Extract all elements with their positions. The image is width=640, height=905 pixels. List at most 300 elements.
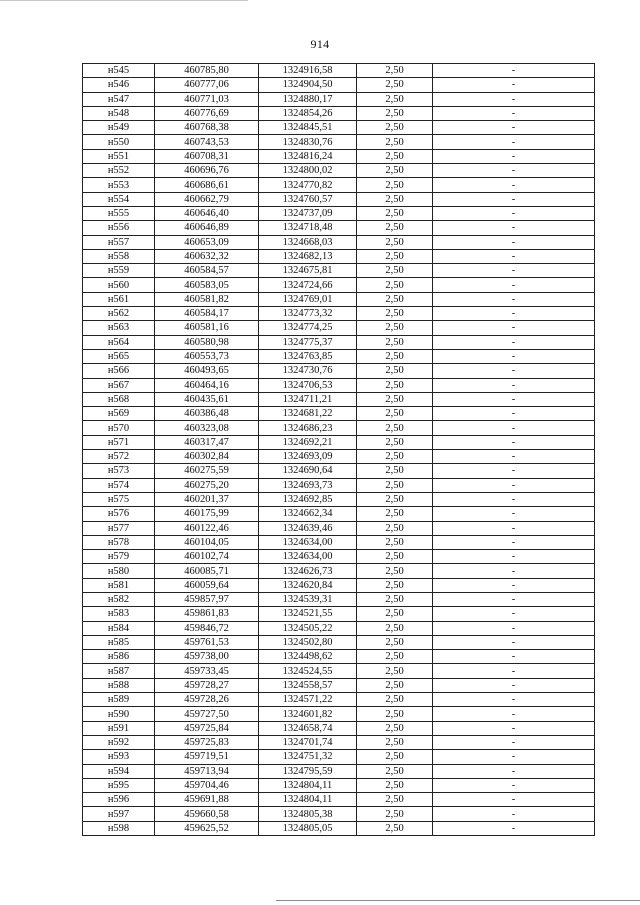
accuracy-cell: 2,50: [357, 492, 433, 506]
description-cell: -: [433, 635, 595, 649]
point-id-cell: н545: [83, 64, 155, 78]
table-row: [83, 464, 595, 478]
x-coordinate-cell: 459713,94: [155, 764, 259, 778]
table-row: [83, 693, 595, 707]
x-coordinate-cell: 459728,26: [155, 693, 259, 707]
accuracy-cell: 2,50: [357, 278, 433, 292]
x-coordinate-cell: 459857,97: [155, 592, 259, 606]
accuracy-cell: 2,50: [357, 64, 433, 78]
description-cell: -: [433, 807, 595, 821]
accuracy-cell: 2,50: [357, 307, 433, 321]
table-row: [83, 178, 595, 192]
x-coordinate-cell: 460201,37: [155, 492, 259, 506]
y-coordinate-cell: 1324769,01: [259, 292, 357, 306]
y-coordinate-cell: 1324686,23: [259, 421, 357, 435]
y-coordinate-cell: 1324800,02: [259, 164, 357, 178]
accuracy-cell: 2,50: [357, 550, 433, 564]
accuracy-cell: 2,50: [357, 92, 433, 106]
x-coordinate-cell: 460104,05: [155, 535, 259, 549]
table-row: [83, 564, 595, 578]
point-id-cell: н566: [83, 364, 155, 378]
table-row: [83, 507, 595, 521]
y-coordinate-cell: 1324880,17: [259, 92, 357, 106]
y-coordinate-cell: 1324805,38: [259, 807, 357, 821]
point-id-cell: н552: [83, 164, 155, 178]
point-id-cell: н557: [83, 235, 155, 249]
point-id-cell: н561: [83, 292, 155, 306]
accuracy-cell: 2,50: [357, 221, 433, 235]
point-id-cell: н579: [83, 550, 155, 564]
x-coordinate-cell: 460771,03: [155, 92, 259, 106]
point-id-cell: н576: [83, 507, 155, 521]
y-coordinate-cell: 1324804,11: [259, 793, 357, 807]
table-row: [83, 650, 595, 664]
accuracy-cell: 2,50: [357, 450, 433, 464]
y-coordinate-cell: 1324816,24: [259, 149, 357, 163]
y-coordinate-cell: 1324773,32: [259, 307, 357, 321]
x-coordinate-cell: 460059,64: [155, 578, 259, 592]
accuracy-cell: 2,50: [357, 592, 433, 606]
point-id-cell: н565: [83, 349, 155, 363]
description-cell: -: [433, 521, 595, 535]
y-coordinate-cell: 1324693,73: [259, 478, 357, 492]
y-coordinate-cell: 1324904,50: [259, 78, 357, 92]
table-row: [83, 106, 595, 120]
accuracy-cell: 2,50: [357, 106, 433, 120]
x-coordinate-cell: 460580,98: [155, 335, 259, 349]
point-id-cell: н590: [83, 707, 155, 721]
accuracy-cell: 2,50: [357, 321, 433, 335]
y-coordinate-cell: 1324521,55: [259, 607, 357, 621]
point-id-cell: н571: [83, 435, 155, 449]
y-coordinate-cell: 1324774,25: [259, 321, 357, 335]
description-cell: -: [433, 64, 595, 78]
description-cell: -: [433, 92, 595, 106]
table-row: [83, 721, 595, 735]
point-id-cell: н596: [83, 793, 155, 807]
description-cell: -: [433, 735, 595, 749]
y-coordinate-cell: 1324675,81: [259, 264, 357, 278]
x-coordinate-cell: 460464,16: [155, 378, 259, 392]
description-cell: -: [433, 278, 595, 292]
x-coordinate-cell: 460662,79: [155, 192, 259, 206]
accuracy-cell: 2,50: [357, 178, 433, 192]
y-coordinate-cell: 1324658,74: [259, 721, 357, 735]
description-cell: -: [433, 478, 595, 492]
x-coordinate-cell: 460102,74: [155, 550, 259, 564]
table-row: [83, 407, 595, 421]
y-coordinate-cell: 1324724,66: [259, 278, 357, 292]
point-id-cell: н563: [83, 321, 155, 335]
table-row: [83, 421, 595, 435]
description-cell: -: [433, 349, 595, 363]
y-coordinate-cell: 1324662,34: [259, 507, 357, 521]
page-number: 914: [310, 37, 330, 51]
point-id-cell: н591: [83, 721, 155, 735]
point-id-cell: н578: [83, 535, 155, 549]
description-cell: -: [433, 664, 595, 678]
table-row: [83, 521, 595, 535]
description-cell: -: [433, 492, 595, 506]
accuracy-cell: 2,50: [357, 507, 433, 521]
description-cell: -: [433, 721, 595, 735]
point-id-cell: н547: [83, 92, 155, 106]
table-row: [83, 707, 595, 721]
table-row: [83, 307, 595, 321]
x-coordinate-cell: 460317,47: [155, 435, 259, 449]
x-coordinate-cell: 459625,52: [155, 821, 259, 835]
y-coordinate-cell: 1324770,82: [259, 178, 357, 192]
table-row: [83, 807, 595, 821]
table-row: [83, 793, 595, 807]
table-row: [83, 292, 595, 306]
table-row: [83, 264, 595, 278]
point-id-cell: н555: [83, 206, 155, 220]
accuracy-cell: 2,50: [357, 793, 433, 807]
description-cell: -: [433, 421, 595, 435]
description-cell: -: [433, 778, 595, 792]
point-id-cell: н583: [83, 607, 155, 621]
accuracy-cell: 2,50: [357, 735, 433, 749]
accuracy-cell: 2,50: [357, 664, 433, 678]
y-coordinate-cell: 1324681,22: [259, 407, 357, 421]
accuracy-cell: 2,50: [357, 249, 433, 263]
description-cell: -: [433, 564, 595, 578]
description-cell: -: [433, 264, 595, 278]
x-coordinate-cell: 459861,83: [155, 607, 259, 621]
point-id-cell: н597: [83, 807, 155, 821]
description-cell: -: [433, 693, 595, 707]
accuracy-cell: 2,50: [357, 421, 433, 435]
accuracy-cell: 2,50: [357, 192, 433, 206]
y-coordinate-cell: 1324854,26: [259, 106, 357, 120]
point-id-cell: н553: [83, 178, 155, 192]
accuracy-cell: 2,50: [357, 621, 433, 635]
x-coordinate-cell: 460275,20: [155, 478, 259, 492]
table-row: [83, 578, 595, 592]
point-id-cell: н559: [83, 264, 155, 278]
description-cell: -: [433, 292, 595, 306]
x-coordinate-cell: 460777,06: [155, 78, 259, 92]
point-id-cell: н554: [83, 192, 155, 206]
point-id-cell: н572: [83, 450, 155, 464]
description-cell: -: [433, 592, 595, 606]
point-id-cell: н564: [83, 335, 155, 349]
table-row: [83, 621, 595, 635]
point-id-cell: н577: [83, 521, 155, 535]
y-coordinate-cell: 1324760,57: [259, 192, 357, 206]
y-coordinate-cell: 1324571,22: [259, 693, 357, 707]
description-cell: -: [433, 764, 595, 778]
description-cell: -: [433, 364, 595, 378]
table-row: [83, 478, 595, 492]
description-cell: -: [433, 321, 595, 335]
point-id-cell: н589: [83, 693, 155, 707]
x-coordinate-cell: 460553,73: [155, 349, 259, 363]
description-cell: -: [433, 335, 595, 349]
y-coordinate-cell: 1324916,58: [259, 64, 357, 78]
table-row: [83, 164, 595, 178]
x-coordinate-cell: 459733,45: [155, 664, 259, 678]
x-coordinate-cell: 460302,84: [155, 450, 259, 464]
description-cell: -: [433, 407, 595, 421]
point-id-cell: н551: [83, 149, 155, 163]
x-coordinate-cell: 460493,65: [155, 364, 259, 378]
x-coordinate-cell: 459725,83: [155, 735, 259, 749]
point-id-cell: н570: [83, 421, 155, 435]
table-row: [83, 349, 595, 363]
description-cell: -: [433, 135, 595, 149]
y-coordinate-cell: 1324505,22: [259, 621, 357, 635]
x-coordinate-cell: 459660,58: [155, 807, 259, 821]
description-cell: -: [433, 707, 595, 721]
accuracy-cell: 2,50: [357, 764, 433, 778]
description-cell: -: [433, 307, 595, 321]
x-coordinate-cell: 460122,46: [155, 521, 259, 535]
y-coordinate-cell: 1324601,82: [259, 707, 357, 721]
table-row: [83, 392, 595, 406]
point-id-cell: н582: [83, 592, 155, 606]
table-row: [83, 664, 595, 678]
table-row: [83, 121, 595, 135]
table-row: [83, 321, 595, 335]
table-row: [83, 192, 595, 206]
y-coordinate-cell: 1324805,05: [259, 821, 357, 835]
y-coordinate-cell: 1324558,57: [259, 678, 357, 692]
scan-edge-line-bottom: [276, 900, 640, 901]
table-row: [83, 750, 595, 764]
y-coordinate-cell: 1324682,13: [259, 249, 357, 263]
table-row: [83, 249, 595, 263]
point-id-cell: н550: [83, 135, 155, 149]
point-id-cell: н595: [83, 778, 155, 792]
description-cell: -: [433, 78, 595, 92]
x-coordinate-cell: 460646,40: [155, 206, 259, 220]
x-coordinate-cell: 459704,46: [155, 778, 259, 792]
x-coordinate-cell: 460175,99: [155, 507, 259, 521]
x-coordinate-cell: 460776,69: [155, 106, 259, 120]
y-coordinate-cell: 1324718,48: [259, 221, 357, 235]
accuracy-cell: 2,50: [357, 564, 433, 578]
table-row: [83, 378, 595, 392]
table-row: [83, 135, 595, 149]
y-coordinate-cell: 1324668,03: [259, 235, 357, 249]
description-cell: -: [433, 793, 595, 807]
y-coordinate-cell: 1324639,46: [259, 521, 357, 535]
point-id-cell: н546: [83, 78, 155, 92]
point-id-cell: н588: [83, 678, 155, 692]
point-id-cell: н573: [83, 464, 155, 478]
description-cell: -: [433, 121, 595, 135]
description-cell: -: [433, 192, 595, 206]
x-coordinate-cell: 460435,61: [155, 392, 259, 406]
accuracy-cell: 2,50: [357, 464, 433, 478]
x-coordinate-cell: 460708,31: [155, 149, 259, 163]
y-coordinate-cell: 1324804,11: [259, 778, 357, 792]
x-coordinate-cell: 460653,09: [155, 235, 259, 249]
accuracy-cell: 2,50: [357, 392, 433, 406]
table-row: [83, 235, 595, 249]
y-coordinate-cell: 1324502,80: [259, 635, 357, 649]
y-coordinate-cell: 1324498,62: [259, 650, 357, 664]
point-id-cell: н598: [83, 821, 155, 835]
description-cell: -: [433, 178, 595, 192]
accuracy-cell: 2,50: [357, 578, 433, 592]
point-id-cell: н574: [83, 478, 155, 492]
table-row: [83, 635, 595, 649]
x-coordinate-cell: 460584,57: [155, 264, 259, 278]
point-id-cell: н558: [83, 249, 155, 263]
accuracy-cell: 2,50: [357, 721, 433, 735]
y-coordinate-cell: 1324539,31: [259, 592, 357, 606]
accuracy-cell: 2,50: [357, 164, 433, 178]
table-row: [83, 64, 595, 78]
point-id-cell: н568: [83, 392, 155, 406]
x-coordinate-cell: 460085,71: [155, 564, 259, 578]
accuracy-cell: 2,50: [357, 206, 433, 220]
y-coordinate-cell: 1324830,76: [259, 135, 357, 149]
scan-edge-line-top: [0, 0, 248, 1]
x-coordinate-cell: 460323,08: [155, 421, 259, 435]
table-row: [83, 278, 595, 292]
accuracy-cell: 2,50: [357, 121, 433, 135]
accuracy-cell: 2,50: [357, 264, 433, 278]
accuracy-cell: 2,50: [357, 707, 433, 721]
accuracy-cell: 2,50: [357, 478, 433, 492]
y-coordinate-cell: 1324751,32: [259, 750, 357, 764]
description-cell: -: [433, 249, 595, 263]
accuracy-cell: 2,50: [357, 349, 433, 363]
x-coordinate-cell: 460646,89: [155, 221, 259, 235]
point-id-cell: н569: [83, 407, 155, 421]
table-row: [83, 535, 595, 549]
table-row: [83, 764, 595, 778]
x-coordinate-cell: 460275,59: [155, 464, 259, 478]
x-coordinate-cell: 460584,17: [155, 307, 259, 321]
x-coordinate-cell: 460686,61: [155, 178, 259, 192]
table-row: [83, 592, 595, 606]
coordinates-table-body: [83, 64, 595, 836]
description-cell: -: [433, 164, 595, 178]
accuracy-cell: 2,50: [357, 235, 433, 249]
x-coordinate-cell: 460696,76: [155, 164, 259, 178]
accuracy-cell: 2,50: [357, 435, 433, 449]
description-cell: -: [433, 507, 595, 521]
x-coordinate-cell: 460581,16: [155, 321, 259, 335]
point-id-cell: н587: [83, 664, 155, 678]
point-id-cell: н585: [83, 635, 155, 649]
y-coordinate-cell: 1324706,53: [259, 378, 357, 392]
accuracy-cell: 2,50: [357, 78, 433, 92]
x-coordinate-cell: 459727,50: [155, 707, 259, 721]
description-cell: -: [433, 821, 595, 835]
description-cell: -: [433, 235, 595, 249]
x-coordinate-cell: 460583,05: [155, 278, 259, 292]
accuracy-cell: 2,50: [357, 292, 433, 306]
y-coordinate-cell: 1324634,00: [259, 550, 357, 564]
table-row: [83, 735, 595, 749]
y-coordinate-cell: 1324845,51: [259, 121, 357, 135]
accuracy-cell: 2,50: [357, 521, 433, 535]
description-cell: -: [433, 106, 595, 120]
accuracy-cell: 2,50: [357, 378, 433, 392]
y-coordinate-cell: 1324730,76: [259, 364, 357, 378]
description-cell: -: [433, 607, 595, 621]
point-id-cell: н549: [83, 121, 155, 135]
x-coordinate-cell: 460768,38: [155, 121, 259, 135]
accuracy-cell: 2,50: [357, 650, 433, 664]
description-cell: -: [433, 621, 595, 635]
x-coordinate-cell: 459691,88: [155, 793, 259, 807]
point-id-cell: н594: [83, 764, 155, 778]
table-row: [83, 149, 595, 163]
y-coordinate-cell: 1324690,64: [259, 464, 357, 478]
y-coordinate-cell: 1324692,85: [259, 492, 357, 506]
table-row: [83, 821, 595, 835]
accuracy-cell: 2,50: [357, 407, 433, 421]
description-cell: -: [433, 435, 595, 449]
x-coordinate-cell: 460785,80: [155, 64, 259, 78]
table-row: [83, 78, 595, 92]
point-id-cell: н567: [83, 378, 155, 392]
table-row: [83, 364, 595, 378]
x-coordinate-cell: 460743,53: [155, 135, 259, 149]
x-coordinate-cell: 460632,32: [155, 249, 259, 263]
point-id-cell: н562: [83, 307, 155, 321]
accuracy-cell: 2,50: [357, 149, 433, 163]
accuracy-cell: 2,50: [357, 750, 433, 764]
description-cell: -: [433, 535, 595, 549]
accuracy-cell: 2,50: [357, 678, 433, 692]
table-row: [83, 92, 595, 106]
description-cell: -: [433, 378, 595, 392]
y-coordinate-cell: 1324634,00: [259, 535, 357, 549]
y-coordinate-cell: 1324763,85: [259, 349, 357, 363]
point-id-cell: н556: [83, 221, 155, 235]
accuracy-cell: 2,50: [357, 635, 433, 649]
y-coordinate-cell: 1324775,37: [259, 335, 357, 349]
table-row: [83, 221, 595, 235]
point-id-cell: н560: [83, 278, 155, 292]
point-id-cell: н593: [83, 750, 155, 764]
x-coordinate-cell: 460386,48: [155, 407, 259, 421]
point-id-cell: н580: [83, 564, 155, 578]
y-coordinate-cell: 1324693,09: [259, 450, 357, 464]
point-id-cell: н581: [83, 578, 155, 592]
x-coordinate-cell: 460581,82: [155, 292, 259, 306]
accuracy-cell: 2,50: [357, 364, 433, 378]
table-row: [83, 550, 595, 564]
accuracy-cell: 2,50: [357, 607, 433, 621]
y-coordinate-cell: 1324524,55: [259, 664, 357, 678]
coordinates-table: [82, 63, 595, 836]
description-cell: -: [433, 392, 595, 406]
description-cell: -: [433, 578, 595, 592]
x-coordinate-cell: 459719,51: [155, 750, 259, 764]
accuracy-cell: 2,50: [357, 335, 433, 349]
table-row: [83, 492, 595, 506]
table-row: [83, 435, 595, 449]
point-id-cell: н548: [83, 106, 155, 120]
table-row: [83, 206, 595, 220]
x-coordinate-cell: 459761,53: [155, 635, 259, 649]
y-coordinate-cell: 1324620,84: [259, 578, 357, 592]
accuracy-cell: 2,50: [357, 821, 433, 835]
description-cell: -: [433, 221, 595, 235]
description-cell: -: [433, 464, 595, 478]
y-coordinate-cell: 1324701,74: [259, 735, 357, 749]
description-cell: -: [433, 650, 595, 664]
